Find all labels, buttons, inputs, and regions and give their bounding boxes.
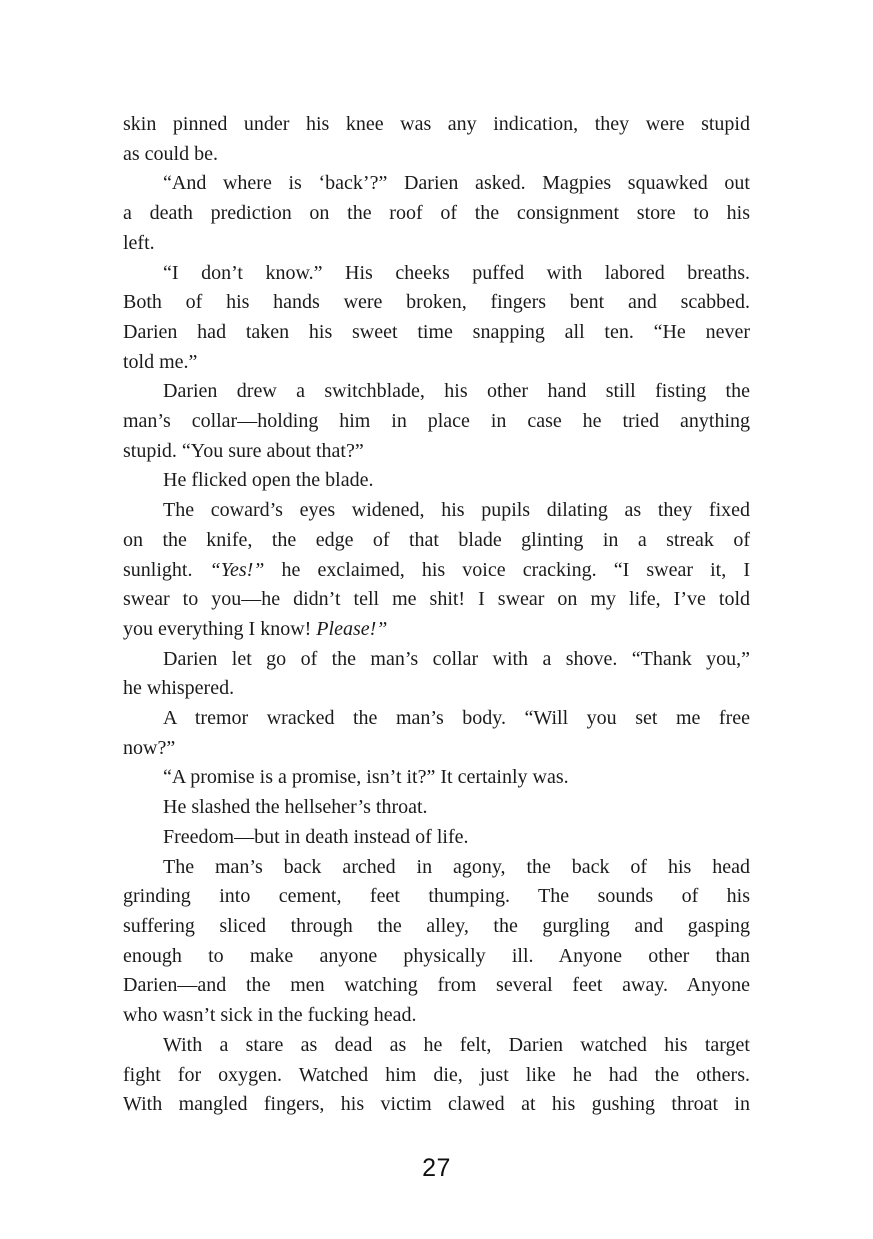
text-line xyxy=(123,259,750,289)
text-line xyxy=(123,437,750,467)
text-line xyxy=(123,645,750,675)
page-footer xyxy=(0,1154,873,1188)
text-segment: Darien—and the men watching from several feet away. Anyone xyxy=(123,974,750,997)
text-line xyxy=(123,1031,750,1061)
text-segment: told me.” xyxy=(123,350,198,373)
text-segment: man’s collar—holding him in place in case he tried anything xyxy=(123,410,750,433)
text-segment: on the knife, the edge of that blade glinting in a streak of xyxy=(123,528,750,551)
text-line xyxy=(123,318,750,348)
text-line xyxy=(123,526,750,556)
text-segment: left. xyxy=(123,231,155,254)
text-segment: you everything I know! xyxy=(123,617,317,640)
text-segment: Freedom—but in death instead of life. xyxy=(163,825,469,848)
text-line xyxy=(123,496,750,526)
text-line xyxy=(123,229,750,259)
text-line xyxy=(123,407,750,437)
text-line xyxy=(123,1061,750,1091)
text-segment: skin pinned under his knee was any indication, they were stupid xyxy=(123,113,750,135)
text-segment: who wasn’t sick in the fucking head. xyxy=(123,1004,417,1027)
text-line xyxy=(123,793,750,823)
text-segment: With mangled fingers, his victim clawed at his gushing throat in xyxy=(123,1093,750,1116)
text-segment: Darien drew a switchblade, his other hand still fisting the xyxy=(163,380,750,403)
text-line xyxy=(123,734,750,764)
text-line xyxy=(123,674,750,704)
text-line xyxy=(123,1001,750,1031)
text-segment: grinding into cement, feet thumping. The sounds of his xyxy=(123,885,750,908)
text-segment: as could be. xyxy=(123,142,218,165)
text-line xyxy=(123,110,750,140)
text-segment: He flicked open the blade. xyxy=(163,469,374,492)
text-segment: now?” xyxy=(123,736,176,759)
text-segment: The man’s back arched in agony, the back of his head xyxy=(163,855,750,878)
text-segment: “And where is ‘back’?” Darien asked. Magpies squawked out xyxy=(163,172,750,195)
text-segment: he exclaimed, his voice cracking. “I swear it, I xyxy=(264,558,750,581)
text-line xyxy=(123,140,750,170)
text-segment: stupid. “You sure about that?” xyxy=(123,439,364,462)
text-segment: enough to make anyone physically ill. Anyone other than xyxy=(123,944,750,967)
text-line xyxy=(123,169,750,199)
text-segment: suffering sliced through the alley, the gurgling and gasping xyxy=(123,914,750,937)
text-line xyxy=(123,585,750,615)
text-segment: fight for oxygen. Watched him die, just like he had the others. xyxy=(123,1063,750,1086)
page-text xyxy=(123,110,750,1120)
text-line xyxy=(123,288,750,318)
text-segment: “I don’t know.” His cheeks puffed with labored breaths. xyxy=(163,261,750,284)
text-line xyxy=(123,763,750,793)
text-line xyxy=(123,377,750,407)
italic-text: Please!” xyxy=(316,617,388,640)
text-line xyxy=(123,199,750,229)
text-segment: “A promise is a promise, isn’t it?” It certainly was. xyxy=(163,766,569,789)
text-segment: a death prediction on the roof of the consignment store to his xyxy=(123,202,750,225)
italic-text: “Yes!” xyxy=(209,558,265,581)
text-line xyxy=(123,942,750,972)
text-line xyxy=(123,853,750,883)
text-segment: He slashed the hellseher’s throat. xyxy=(163,796,428,819)
text-line xyxy=(123,1090,750,1120)
text-line xyxy=(123,882,750,912)
text-segment: swear to you—he didn’t tell me shit! I swear on my life, I’ve told xyxy=(123,588,750,611)
text-segment: Darien had taken his sweet time snapping all ten. “He never xyxy=(123,320,750,343)
text-line xyxy=(123,348,750,378)
text-segment: he whispered. xyxy=(123,677,235,700)
page-number: 27 xyxy=(422,1154,451,1182)
text-line xyxy=(123,556,750,586)
text-line xyxy=(123,823,750,853)
text-segment: A tremor wracked the man’s body. “Will you set me free xyxy=(163,707,750,730)
text-segment: sunlight. xyxy=(123,558,210,581)
text-line xyxy=(123,912,750,942)
text-segment: With a stare as dead as he felt, Darien watched his target xyxy=(163,1033,750,1056)
text-segment: Both of his hands were broken, fingers bent and scabbed. xyxy=(123,291,750,314)
text-line xyxy=(123,971,750,1001)
text-segment: The coward’s eyes widened, his pupils dilating as they fixed xyxy=(163,499,750,522)
text-line xyxy=(123,615,750,645)
text-line xyxy=(123,704,750,734)
text-line xyxy=(123,466,750,496)
text-segment: Darien let go of the man’s collar with a shove. “Thank you,” xyxy=(163,647,750,670)
